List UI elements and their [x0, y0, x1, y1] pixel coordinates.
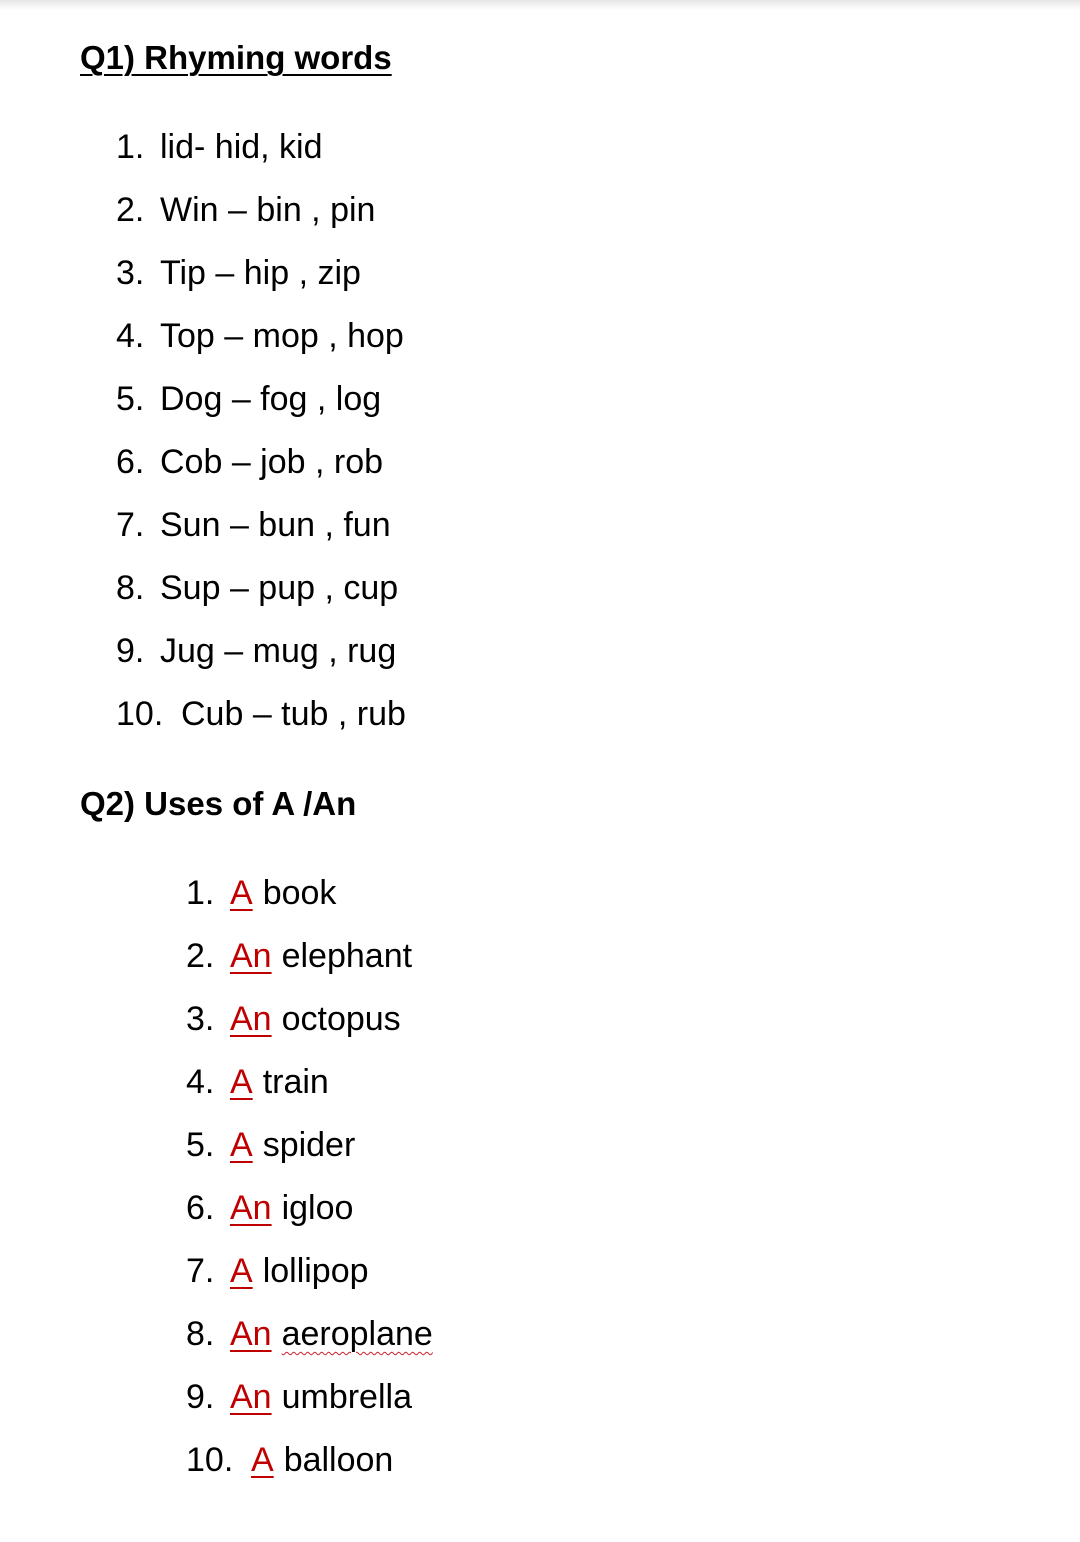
list-item — [186, 873, 433, 936]
item-number: 2. — [186, 937, 215, 975]
item-word: octopus — [281, 1000, 401, 1038]
list-item — [186, 1251, 433, 1314]
item-number: 9. — [116, 632, 145, 670]
article-answer: An — [230, 1189, 272, 1227]
list-item — [186, 1377, 433, 1440]
item-number: 7. — [116, 506, 145, 544]
list-item — [186, 999, 433, 1062]
list-item — [116, 505, 406, 568]
item-number: 6. — [186, 1189, 215, 1227]
item-number: 2. — [116, 191, 145, 229]
item-number: 3. — [116, 254, 145, 292]
article-answer: An — [230, 1315, 272, 1353]
item-text: Top – mop , hop — [160, 317, 404, 355]
article-answer: A — [230, 1252, 253, 1290]
item-text: Cob – job , rob — [160, 443, 384, 481]
item-text: Sun – bun , fun — [160, 506, 391, 544]
item-number: 1. — [116, 128, 145, 166]
item-number: 8. — [186, 1315, 215, 1353]
list-item — [116, 316, 406, 379]
item-number: 8. — [116, 569, 145, 607]
item-number: 5. — [186, 1126, 215, 1164]
list-item — [116, 694, 406, 757]
article-answer: An — [230, 1378, 272, 1416]
item-word: umbrella — [281, 1378, 412, 1416]
item-text: Tip – hip , zip — [160, 254, 361, 292]
item-word: balloon — [283, 1441, 394, 1479]
item-number: 9. — [186, 1378, 215, 1416]
article-answer: A — [251, 1441, 274, 1479]
articles-list — [186, 873, 433, 1503]
q2-heading: Q2) Uses of A /An — [80, 785, 357, 822]
rhyming-words-list — [116, 127, 406, 757]
list-item — [116, 253, 406, 316]
item-text: Cub – tub , rub — [181, 695, 406, 733]
item-number: 6. — [116, 443, 145, 481]
item-text: Sup – pup , cup — [160, 569, 399, 607]
item-text: lid- hid, kid — [160, 128, 323, 166]
item-text: Jug – mug , rug — [160, 632, 397, 670]
list-item — [116, 190, 406, 253]
list-item — [186, 1125, 433, 1188]
list-item — [186, 936, 433, 999]
item-number: 5. — [116, 380, 145, 418]
list-item — [186, 1440, 433, 1503]
list-item — [116, 631, 406, 694]
item-word: elephant — [281, 937, 413, 975]
article-answer: An — [230, 1000, 272, 1038]
item-number: 4. — [116, 317, 145, 355]
article-answer: A — [230, 1126, 253, 1164]
item-number: 7. — [186, 1252, 215, 1290]
item-number: 1. — [186, 874, 215, 912]
list-item — [116, 379, 406, 442]
item-text: Dog – fog , log — [160, 380, 382, 418]
item-number: 4. — [186, 1063, 215, 1101]
item-word: book — [262, 874, 337, 912]
list-item — [186, 1314, 433, 1377]
list-item — [186, 1188, 433, 1251]
item-number: 10. — [116, 695, 164, 733]
list-item — [116, 442, 406, 505]
item-word: igloo — [281, 1189, 354, 1227]
article-answer: A — [230, 1063, 253, 1101]
item-number: 10. — [186, 1441, 234, 1479]
article-answer: A — [230, 874, 253, 912]
item-word: train — [262, 1063, 329, 1101]
item-word-spellcheck-flagged: aeroplane — [281, 1315, 433, 1353]
list-item — [116, 568, 406, 631]
q1-heading: Q1) Rhyming words — [80, 39, 392, 76]
item-text: Win – bin , pin — [160, 191, 376, 229]
list-item — [186, 1062, 433, 1125]
list-item — [116, 127, 406, 190]
article-answer: An — [230, 937, 272, 975]
item-word: spider — [262, 1126, 356, 1164]
item-number: 3. — [186, 1000, 215, 1038]
item-word: lollipop — [262, 1252, 369, 1290]
